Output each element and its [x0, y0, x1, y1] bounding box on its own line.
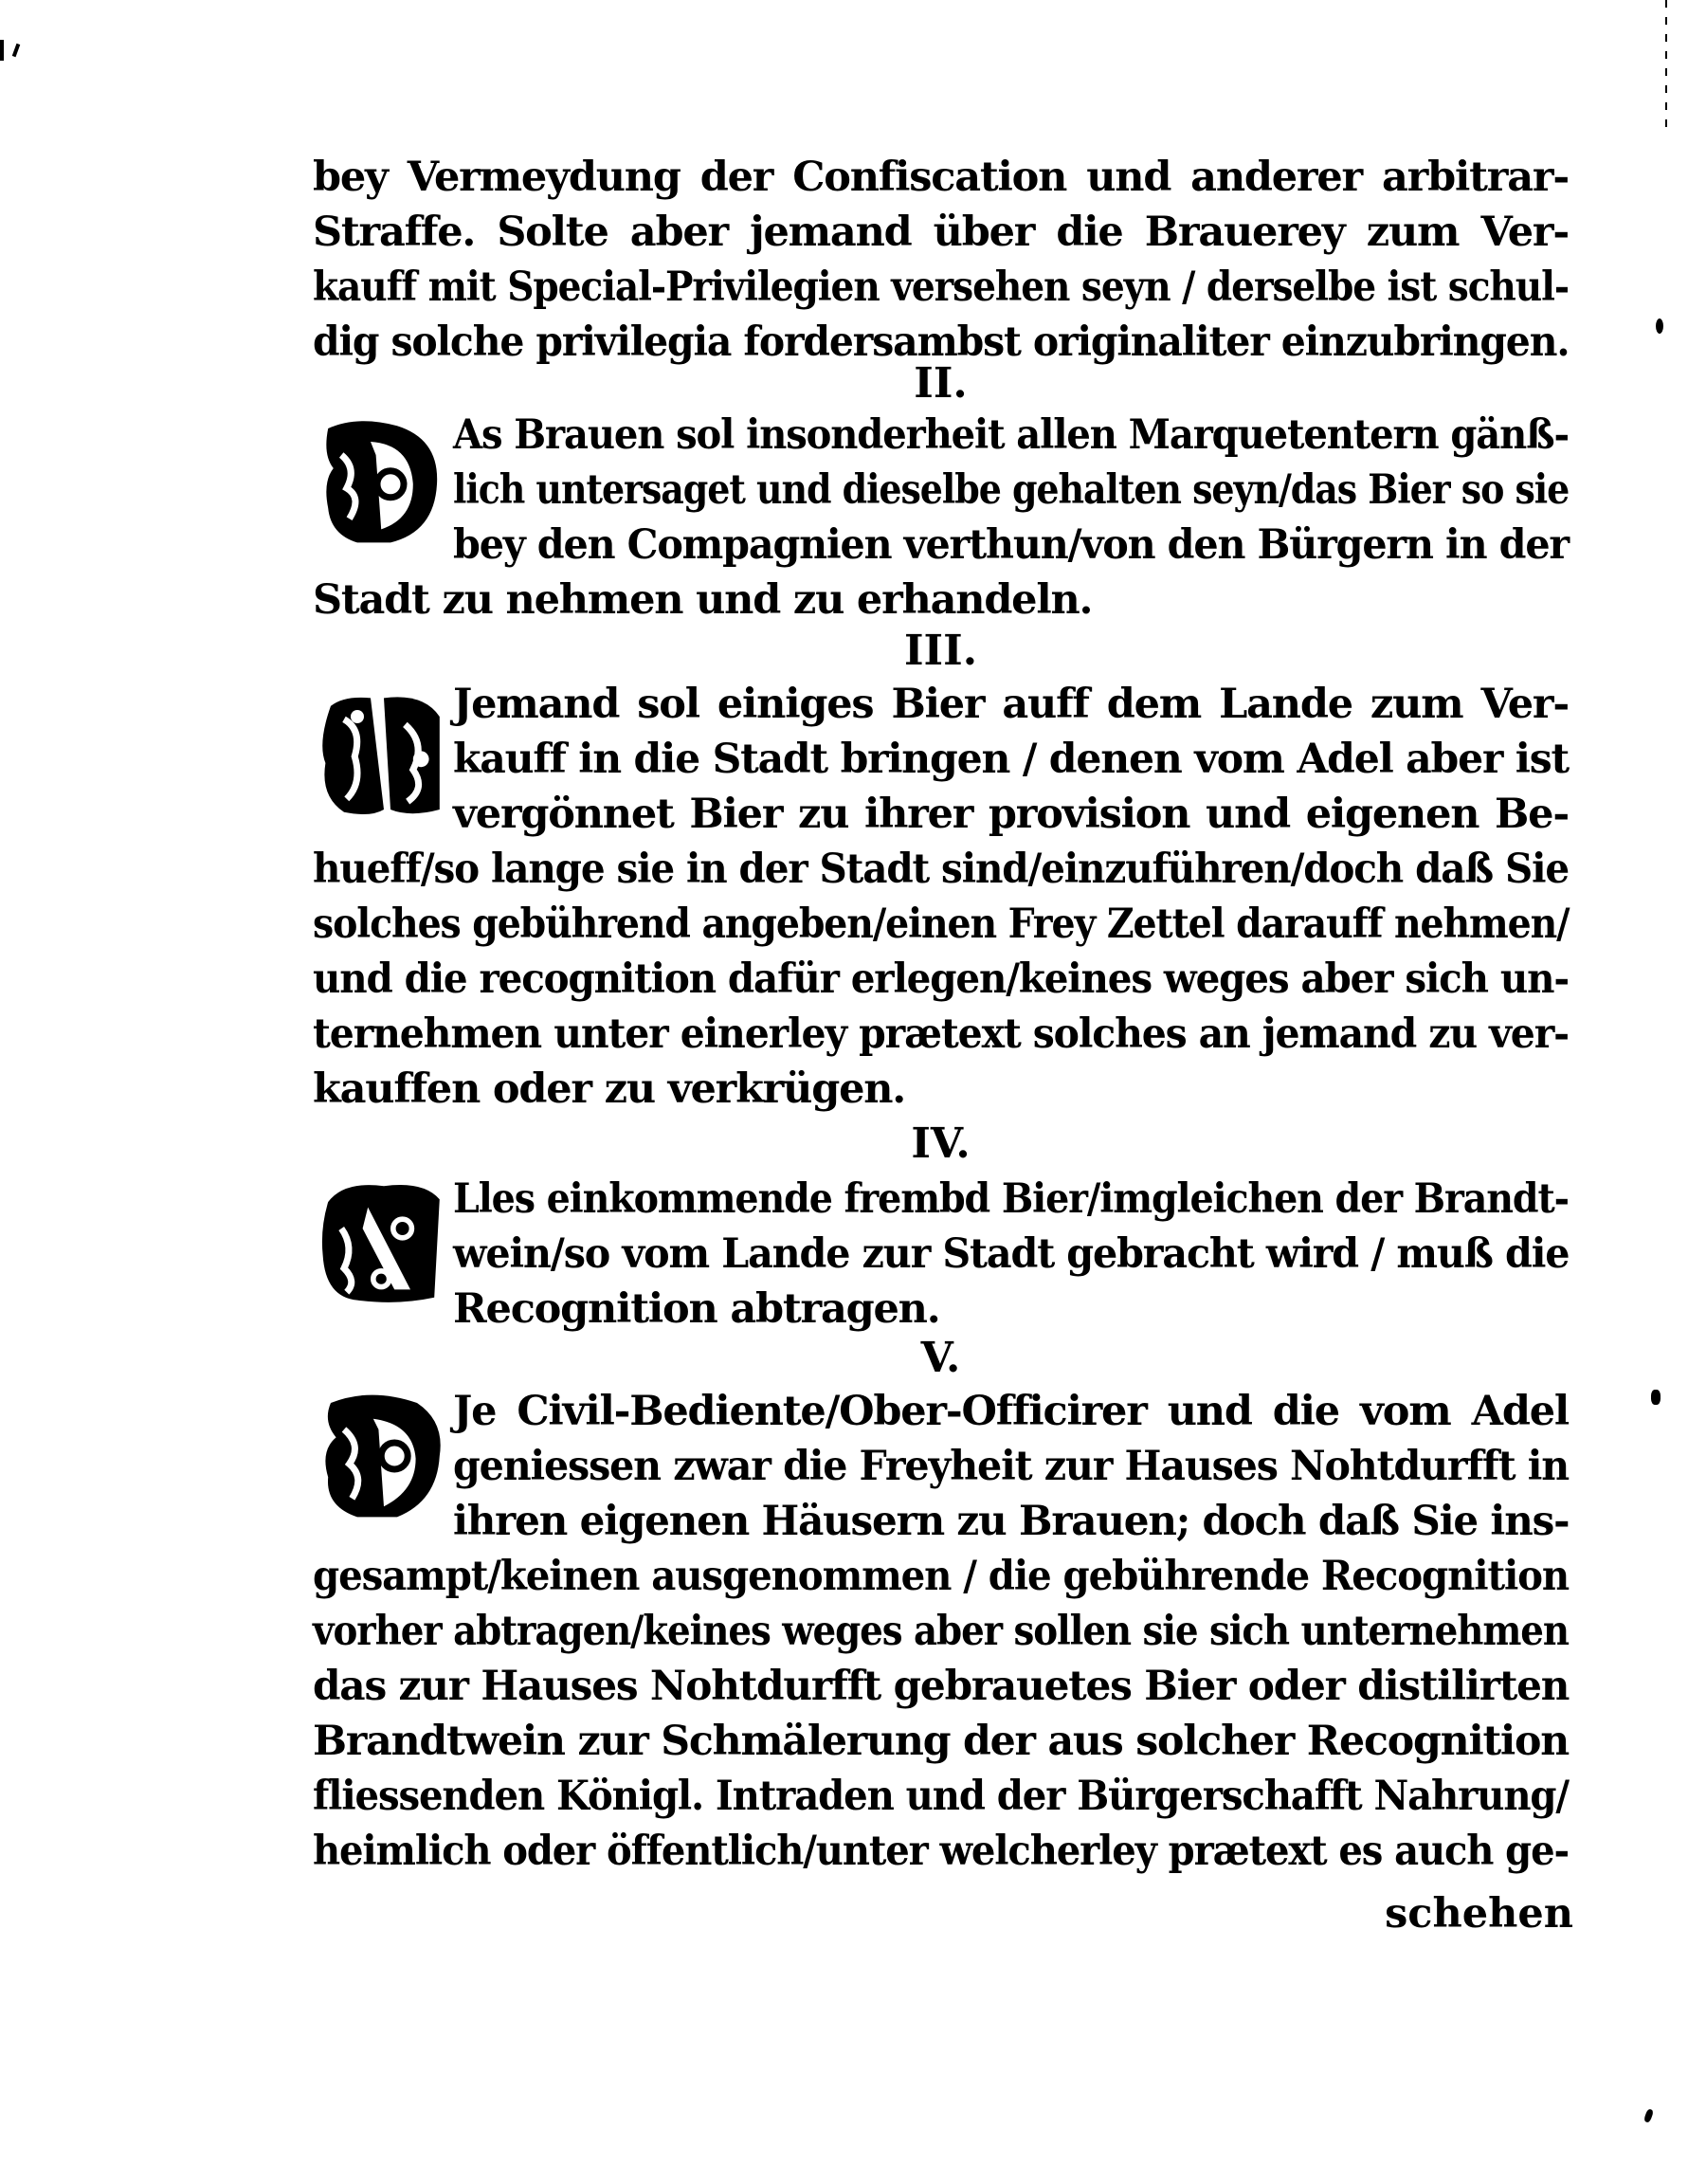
text-line: Recognition abtragen. [453, 1285, 940, 1333]
text-line: Lles einkommende frembd Bier/imgleichen der Brandt- [453, 1175, 1569, 1223]
margin-speck [1656, 318, 1663, 334]
text-line: dig solche privilegia fordersambst originaliter einzubringen. [313, 318, 1570, 366]
text-line: Stadt zu nehmen und zu erhandeln. [313, 576, 1093, 624]
text-line: kauffen oder zu verkrügen. [313, 1065, 906, 1113]
text-line: fliessenden Königl. Intraden und der Bürgerschafft Nahrung/ [313, 1773, 1569, 1820]
text-line: As Brauen sol insonderheit allen Marquetentern gänß- [453, 411, 1569, 459]
gutter-rule [1665, 0, 1667, 128]
text-line: kauff in die Stadt bringen / denen vom Adel aber ist [453, 736, 1569, 783]
text-line: und die recognition dafür erlegen/keines weges aber sich un- [313, 956, 1569, 1003]
text-line: ihren eigenen Häusern zu Brauen; doch daß Sie ins- [453, 1498, 1570, 1545]
text-line: bey den Compagnien verthun/von den Bürgern in der [453, 521, 1569, 569]
ornamental-dropcap-icon [318, 1390, 450, 1522]
section-numeral: II. [914, 359, 968, 408]
text-line: gesampt/keinen ausgenommen / die gebührende Recognition [313, 1553, 1570, 1600]
text-line: bey Vermeydung der Confiscation und anderer arbitrar- [313, 154, 1569, 201]
ornamental-dropcap-icon [318, 690, 450, 823]
text-line: Brandtwein zur Schmälerung der aus solcher Recognition [313, 1718, 1570, 1765]
section-numeral: III. [903, 627, 978, 675]
text-line: lich untersaget und dieselbe gehalten seyn/das Bier so sie [453, 466, 1570, 514]
catchword: schehen [1385, 1890, 1573, 1938]
text-line: kauff mit Special-Privilegien versehen seyn / derselbe ist schul- [313, 264, 1569, 311]
margin-speck [12, 44, 21, 58]
text-line: Straffe. Solte aber jemand über die Brauerey zum Ver- [313, 209, 1569, 256]
ornamental-dropcap-icon [318, 415, 450, 548]
text-line: ternehmen unter einerley prætext solches an jemand zu ver- [313, 1010, 1569, 1058]
text-line: hueff/so lange sie in der Stadt sind/einzuführen/doch daß Sie [313, 846, 1569, 893]
text-line: wein/so vom Lande zur Stadt gebracht wird / muß die [453, 1230, 1570, 1278]
text-line: Jemand sol einiges Bier auff dem Lande zum Ver- [453, 681, 1569, 728]
ornamental-dropcap-icon [318, 1175, 450, 1308]
text-line: geniessen zwar die Freyheit zur Hauses Nohtdurfft in [453, 1443, 1569, 1490]
margin-speck [1651, 1390, 1661, 1405]
section-numeral: IV. [911, 1119, 971, 1168]
section-numeral: V. [920, 1334, 961, 1382]
text-line: solches gebührend angeben/einen Frey Zettel darauff nehmen/ [313, 901, 1570, 948]
text-line: das zur Hauses Nohtdurfft gebrauetes Bier oder distilirten [313, 1663, 1570, 1710]
text-line: vorher abtragen/keines weges aber sollen sie sich unternehmen [313, 1608, 1569, 1655]
margin-speck [1643, 2108, 1654, 2123]
text-line: vergönnet Bier zu ihrer provision und eigenen Be- [453, 791, 1569, 838]
text-line: heimlich oder öffentlich/unter welcherley prætext es auch ge- [313, 1828, 1569, 1875]
margin-speck [0, 40, 4, 61]
text-line: Je Civil-Bediente/Ober-Officirer und die vom Adel [453, 1388, 1569, 1435]
